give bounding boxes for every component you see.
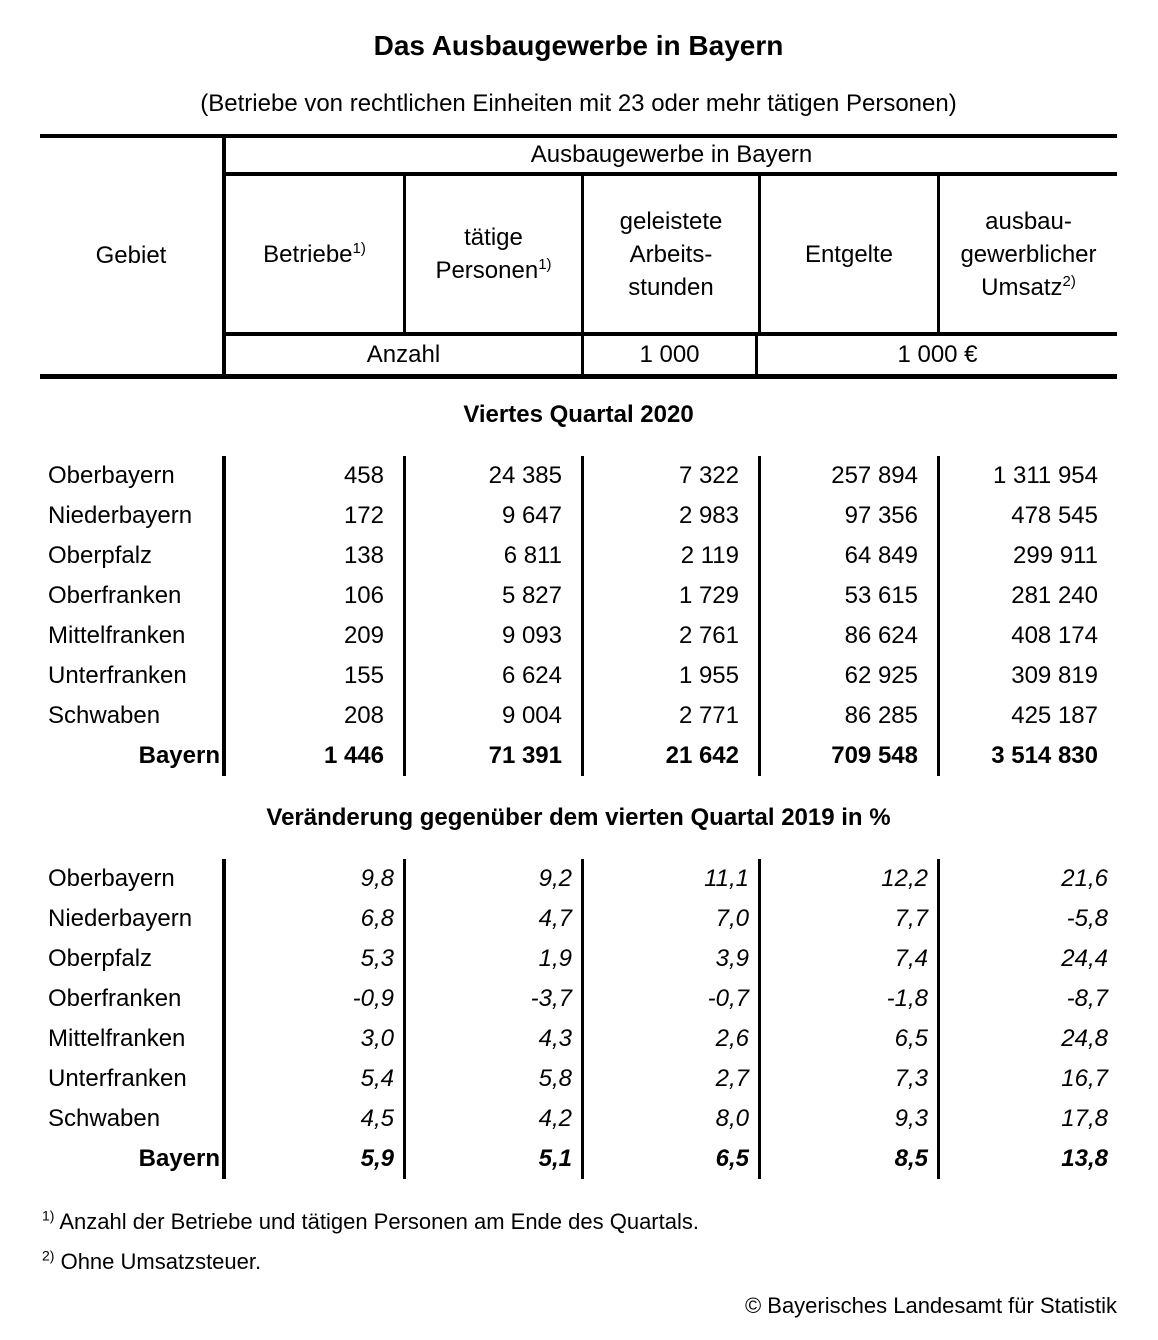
row-label: Oberfranken	[48, 985, 182, 1012]
column-header-umsatz: ausbau- gewerblicher Umsatz$^{2)}$	[937, 176, 1117, 336]
cell-value: 309 819	[937, 656, 1117, 696]
cell-value: 53 615	[758, 576, 937, 616]
cell-value: 1 311 954	[937, 456, 1117, 496]
cell-value: 2 983	[581, 496, 758, 536]
row-label: Bayern	[138, 742, 220, 769]
cell-value: 6,5	[581, 1139, 758, 1179]
units-anzahl: Anzahl	[222, 336, 581, 374]
table-header	[40, 134, 1117, 379]
footnote-marker: 1)	[42, 1207, 55, 1224]
footnote-marker: 2)	[42, 1247, 55, 1264]
footnote-1	[40, 1209, 1117, 1235]
cell-value: 97 356	[758, 496, 937, 536]
cell-value: 408 174	[937, 616, 1117, 656]
row-label: Niederbayern	[48, 905, 193, 932]
cell-value: 7,3	[758, 1059, 937, 1099]
cell-value: 86 285	[758, 696, 937, 736]
cell-value: 64 849	[758, 536, 937, 576]
cell-value: 5 827	[403, 576, 581, 616]
cell-value: 2 761	[581, 616, 758, 656]
cell-value: 6 811	[403, 536, 581, 576]
cell-value: 24,8	[937, 1019, 1117, 1059]
row-label: Unterfranken	[48, 1065, 187, 1092]
row-label: Unterfranken	[48, 662, 187, 689]
cell-value: 4,5	[222, 1099, 403, 1139]
cell-value: 62 925	[758, 656, 937, 696]
column-header-taetige-personen: tätige Personen$^{1)}$	[403, 176, 581, 336]
cell-value: 7 322	[581, 456, 758, 496]
cell-value: 138	[222, 536, 403, 576]
page-title: Das Ausbaugewerbe in Bayern	[373, 30, 784, 61]
row-label: Mittelfranken	[48, 1025, 186, 1052]
cell-value: 6,5	[758, 1019, 937, 1059]
column-header-entgelte: Entgelte	[758, 176, 937, 336]
cell-value: 2,7	[581, 1059, 758, 1099]
cell-value: 5,9	[222, 1139, 403, 1179]
cell-value: 2 771	[581, 696, 758, 736]
footnote-marker: 1)	[352, 239, 366, 257]
cell-value: 281 240	[937, 576, 1117, 616]
footnote-text: Anzahl der Betriebe und tätigen Personen am Ende des Quartals.	[59, 1209, 699, 1234]
footnotes	[40, 1209, 1117, 1275]
cell-value: 106	[222, 576, 403, 616]
cell-value: 9,8	[222, 859, 403, 899]
cell-value: 21,6	[937, 859, 1117, 899]
cell-value: 8,0	[581, 1099, 758, 1139]
row-label: Schwaben	[48, 702, 161, 729]
cell-value: -1,8	[758, 979, 937, 1019]
cell-value: 7,4	[758, 939, 937, 979]
cell-value: 1 729	[581, 576, 758, 616]
row-label: Schwaben	[48, 1105, 161, 1132]
cell-value: 425 187	[937, 696, 1117, 736]
row-label: Oberpfalz	[48, 542, 153, 569]
row-label: Oberpfalz	[48, 945, 153, 972]
cell-value: 1,9	[403, 939, 581, 979]
cell-value: 299 911	[937, 536, 1117, 576]
column-header-betriebe: Betriebe$^{1)}$	[222, 176, 403, 336]
row-label: Oberbayern	[48, 865, 175, 892]
row-label: Niederbayern	[48, 502, 193, 529]
cell-value: 86 624	[758, 616, 937, 656]
cell-value: 16,7	[937, 1059, 1117, 1099]
column-header-gebiet: Gebiet	[95, 242, 167, 269]
cell-value: 7,0	[581, 899, 758, 939]
cell-value: -3,7	[403, 979, 581, 1019]
footnote-2	[40, 1249, 1117, 1275]
row-label: Bayern	[138, 1145, 220, 1172]
cell-value: 24,4	[937, 939, 1117, 979]
footnote-text: Ohne Umsatzsteuer.	[60, 1249, 262, 1274]
units-1000: 1 000	[581, 336, 758, 374]
cell-value: 9 004	[403, 696, 581, 736]
cell-value: 2 119	[581, 536, 758, 576]
page-subtitle: (Betriebe von rechtlichen Einheiten mit 23 oder mehr tätigen Personen)	[200, 90, 957, 117]
cell-value: 257 894	[758, 456, 937, 496]
cell-value: -8,7	[937, 979, 1117, 1019]
cell-value: 5,4	[222, 1059, 403, 1099]
cell-value: 3,9	[581, 939, 758, 979]
units-1000-euro: 1 000 €	[897, 341, 978, 368]
cell-value: 478 545	[937, 496, 1117, 536]
data-table-q4-2020	[40, 456, 1117, 776]
footnote-marker: 2)	[1062, 272, 1076, 290]
cell-value: 155	[222, 656, 403, 696]
cell-value: 3,0	[222, 1019, 403, 1059]
cell-value: 17,8	[937, 1099, 1117, 1139]
row-label: Oberfranken	[48, 582, 182, 609]
cell-value: -0,9	[222, 979, 403, 1019]
cell-value: 2,6	[581, 1019, 758, 1059]
column-header-arbeitsstunden: geleistete Arbeits- stunden	[581, 176, 758, 336]
cell-value: 172	[222, 496, 403, 536]
cell-value: 9,2	[403, 859, 581, 899]
copyright-notice: © Bayerisches Landesamt für Statistik	[744, 1293, 1117, 1318]
cell-value: 4,2	[403, 1099, 581, 1139]
cell-value: 5,3	[222, 939, 403, 979]
cell-value: 1 955	[581, 656, 758, 696]
cell-value: 11,1	[581, 859, 758, 899]
page-content	[40, 0, 1117, 1319]
cell-value: 9,3	[758, 1099, 937, 1139]
data-table-change-vs-2019	[40, 859, 1117, 1179]
row-label: Oberbayern	[48, 462, 175, 489]
cell-value: 5,8	[403, 1059, 581, 1099]
cell-value: 208	[222, 696, 403, 736]
cell-value: 709 548	[758, 736, 937, 776]
cell-value: 9 093	[403, 616, 581, 656]
cell-value: 5,1	[403, 1139, 581, 1179]
cell-value: 9 647	[403, 496, 581, 536]
cell-value: 13,8	[937, 1139, 1117, 1179]
table-span-header: Ausbaugewerbe in Bayern	[222, 138, 1117, 176]
section-title-q4-2020: Viertes Quartal 2020	[463, 401, 694, 428]
section-title-change-vs-2019: Veränderung gegenüber dem vierten Quartal 2019 in %	[266, 804, 891, 831]
cell-value: -0,7	[581, 979, 758, 1019]
footnote-marker: 1)	[538, 256, 552, 273]
cell-value: 458	[222, 456, 403, 496]
cell-value: 6,8	[222, 899, 403, 939]
cell-value: 24 385	[403, 456, 581, 496]
cell-value: 21 642	[581, 736, 758, 776]
cell-value: 12,2	[758, 859, 937, 899]
cell-value: -5,8	[937, 899, 1117, 939]
cell-value: 3 514 830	[937, 736, 1117, 776]
cell-value: 71 391	[403, 736, 581, 776]
cell-value: 1 446	[222, 736, 403, 776]
cell-value: 209	[222, 616, 403, 656]
cell-value: 8,5	[758, 1139, 937, 1179]
cell-value: 6 624	[403, 656, 581, 696]
cell-value: 4,7	[403, 899, 581, 939]
row-label: Mittelfranken	[48, 622, 186, 649]
cell-value: 7,7	[758, 899, 937, 939]
cell-value: 4,3	[403, 1019, 581, 1059]
